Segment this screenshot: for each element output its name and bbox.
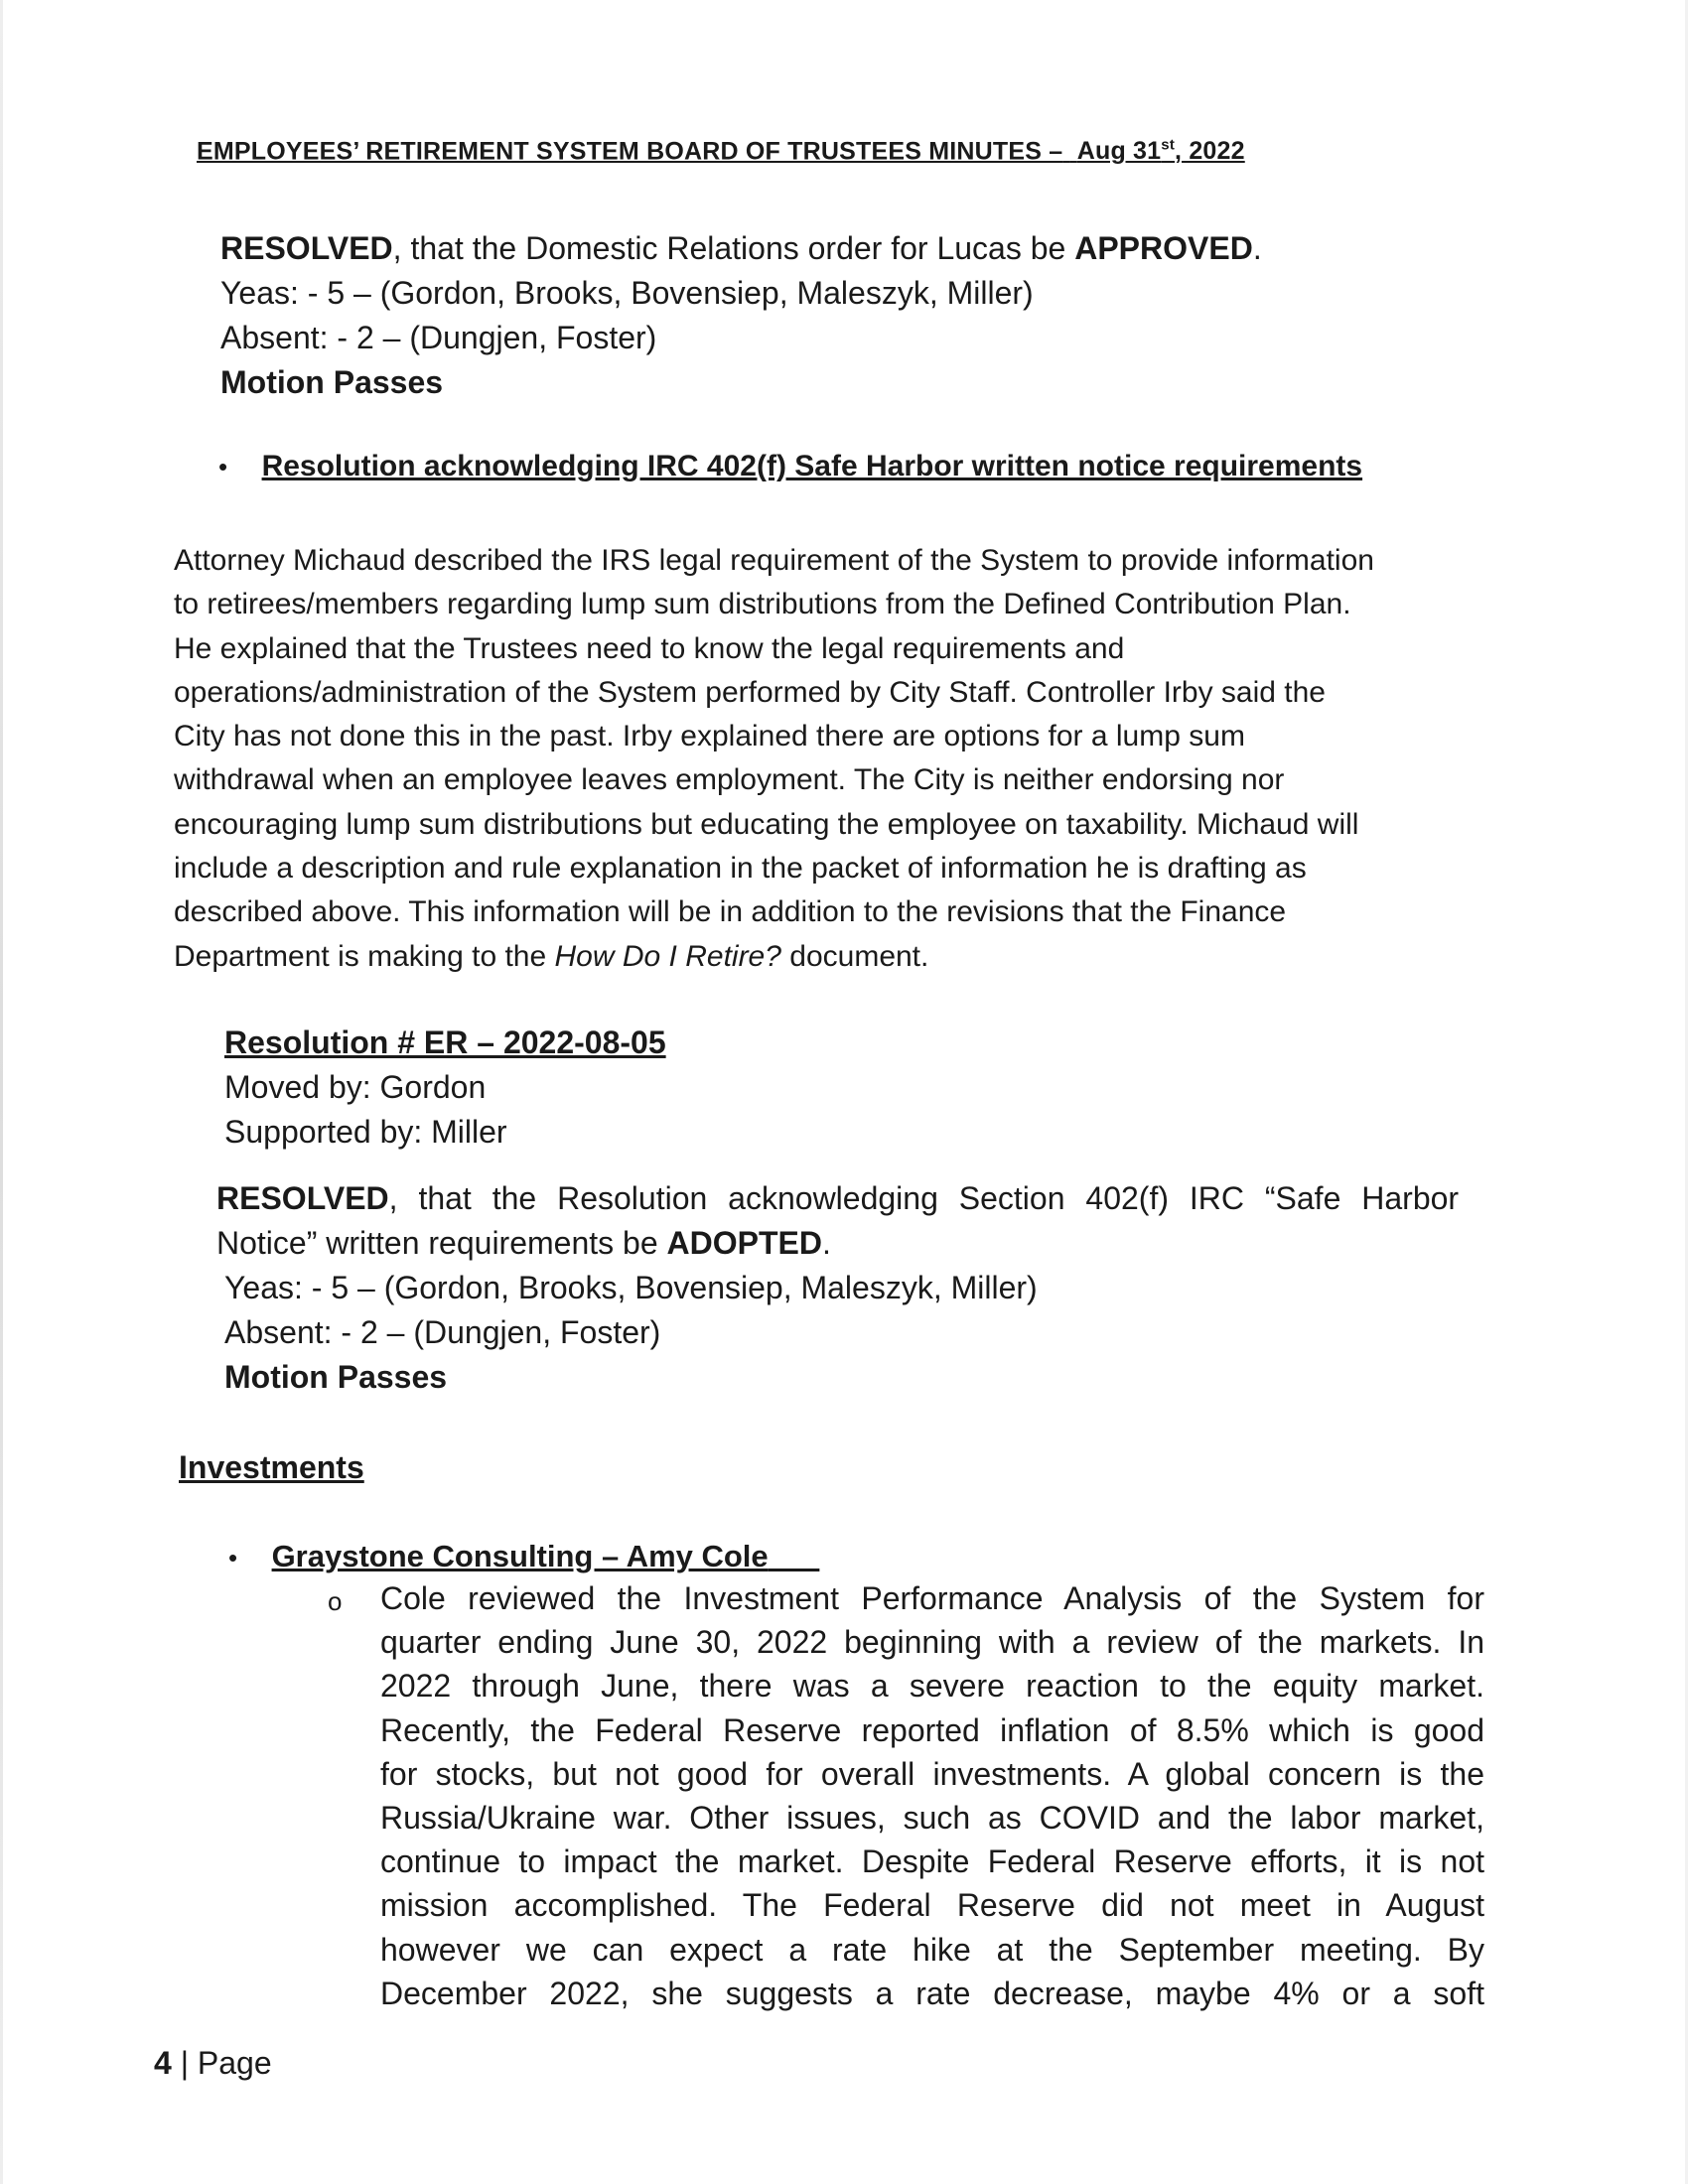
paragraph-last-line: Department is making to the How Do I Retire? document. bbox=[174, 939, 929, 973]
resolution-yeas: Yeas: - 5 – (Gordon, Brooks, Bovensiep, Maleszyk, Miller) bbox=[224, 1270, 1038, 1305]
consultant-row bbox=[228, 1539, 819, 1574]
paragraph-line: however we can expect a rate hike at the September meeting. By bbox=[380, 1931, 1484, 1968]
lucas-vote-block bbox=[220, 226, 1262, 405]
paragraph-line: Russia/Ukraine war. Other issues, such as COVID and the labor market, bbox=[380, 1800, 1484, 1837]
resolution-block bbox=[224, 1021, 666, 1155]
paragraph-line: for stocks, but not good for overall investments. A global concern is the bbox=[380, 1755, 1484, 1792]
paragraph-line: Cole reviewed the Investment Performance Analysis of the System for bbox=[380, 1580, 1484, 1616]
safe-harbor-paragraph bbox=[174, 539, 1374, 979]
investments-paragraph bbox=[380, 1576, 1484, 2015]
paragraph-line: Attorney Michaud described the IRS legal requirement of the System to provide information bbox=[174, 544, 1374, 577]
paragraph-line: quarter ending June 30, 2022 beginning with a review of the markets. In bbox=[380, 1624, 1484, 1661]
lucas-yeas: Yeas: - 5 – (Gordon, Brooks, Bovensiep, Maleszyk, Miller) bbox=[220, 275, 1034, 311]
paragraph-line: mission accomplished. The Federal Reserve did not meet in August bbox=[380, 1887, 1484, 1924]
paragraph-line: to retirees/members regarding lump sum distributions from the Defined Contribution Plan. bbox=[174, 588, 1351, 621]
scan-edge-left bbox=[0, 0, 3, 2184]
lucas-absent: Absent: - 2 – (Dungjen, Foster) bbox=[220, 320, 657, 355]
page-number: 4 bbox=[154, 2045, 172, 2081]
paragraph-line: continue to impact the market. Despite Federal Reserve efforts, it is not bbox=[380, 1843, 1484, 1880]
bullet-icon: • bbox=[218, 452, 228, 481]
resolution-result: Motion Passes bbox=[224, 1359, 448, 1395]
resolution-absent: Absent: - 2 – (Dungjen, Foster) bbox=[224, 1314, 661, 1350]
footer-separator: | bbox=[180, 2045, 189, 2081]
paragraph-line: withdrawal when an employee leaves employment. The City is neither endorsing nor bbox=[174, 763, 1285, 797]
paragraph-line: December 2022, she suggests a rate decrease, maybe 4% or a soft bbox=[380, 1975, 1484, 2011]
resolution-number: Resolution # ER – 2022-08-05 bbox=[224, 1024, 666, 1060]
supported-by: Supported by: Miller bbox=[224, 1114, 507, 1150]
page-label: Page bbox=[197, 2045, 272, 2081]
paragraph-line: described above. This information will be in addition to the revisions that the Finance bbox=[174, 895, 1287, 929]
page-footer bbox=[154, 2045, 272, 2082]
paragraph-line: encouraging lump sum distributions but educating the employee on taxability. Michaud will bbox=[174, 807, 1359, 841]
paragraph-line: 2022 through June, there was a severe reaction to the equity market. bbox=[380, 1668, 1484, 1705]
lucas-resolved-line: RESOLVED, that the Domestic Relations order for Lucas be APPROVED. bbox=[220, 230, 1262, 266]
moved-by: Moved by: Gordon bbox=[224, 1069, 487, 1105]
consultant-heading: Graystone Consulting – Amy Cole bbox=[271, 1539, 769, 1573]
header-title: EMPLOYEES’ RETIREMENT SYSTEM BOARD OF TRUSTEES MINUTES – bbox=[197, 137, 1063, 166]
lucas-result: Motion Passes bbox=[220, 364, 444, 400]
paragraph-line: He explained that the Trustees need to know the legal requirements and bbox=[174, 631, 1125, 665]
document-title: How Do I Retire? bbox=[554, 939, 781, 973]
page-header bbox=[197, 137, 1245, 166]
paragraph-line: Recently, the Federal Reserve reported inflation of 8.5% which is good bbox=[380, 1711, 1484, 1748]
header-date: Aug 31st, 2022 bbox=[1076, 137, 1245, 166]
sub-bullet-icon: o bbox=[328, 1586, 343, 1616]
resolution-resolved bbox=[216, 1176, 1550, 1400]
resolved-line-2: Notice” written requirements be ADOPTED. bbox=[216, 1225, 831, 1261]
paragraph-line: operations/administration of the System performed by City Staff. Controller Irby said the bbox=[174, 675, 1326, 709]
investments-heading: Investments bbox=[179, 1449, 364, 1485]
paragraph-line: City has not done this in the past. Irby explained there are options for a lump sum bbox=[174, 720, 1245, 753]
bullet-icon: • bbox=[228, 1543, 238, 1572]
safe-harbor-heading-row bbox=[218, 450, 1362, 483]
safe-harbor-heading: Resolution acknowledging IRC 402(f) Safe Harbor written notice requirements bbox=[261, 450, 1363, 482]
paragraph-line: include a description and rule explanation in the packet of information he is drafting as bbox=[174, 852, 1307, 886]
resolved-line-1: RESOLVED, that the Resolution acknowledging Section 402(f) IRC “Safe Harbor bbox=[216, 1180, 1460, 1216]
